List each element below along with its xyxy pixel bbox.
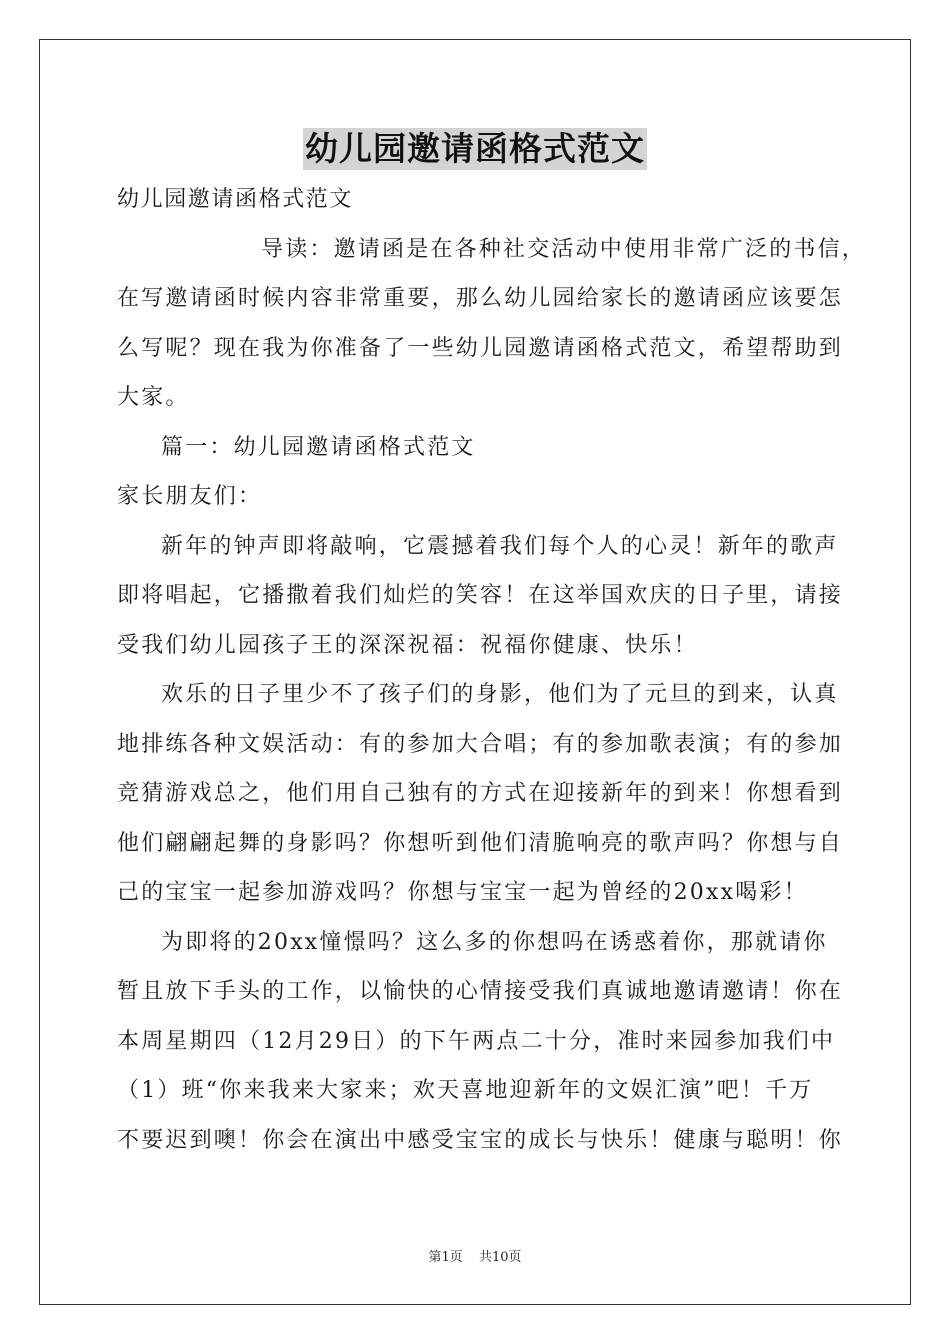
- paragraph-line: 不要迟到噢！你会在演出中感受宝宝的成长与快乐！健康与聪明！你: [117, 1127, 844, 1153]
- intro-line: 大家。: [117, 385, 190, 410]
- paragraph-line: 竞猜游戏总之，他们用自己独有的方式在迎接新年的到来！你想看到: [117, 781, 844, 806]
- section-heading: 篇一：幼儿园邀请函格式范文: [161, 434, 476, 460]
- document-title: 幼儿园邀请函格式范文: [305, 129, 645, 168]
- paragraph-line: 他们翩翩起舞的身影吗？你想听到他们清脆响亮的歌声吗？你想与自: [117, 830, 844, 856]
- paragraph-line: 地排练各种文娱活动：有的参加大合唱；有的参加歌表演；有的参加: [117, 731, 844, 757]
- salutation: 家长朋友们：: [117, 484, 263, 509]
- paragraph-line: 新年的钟声即将敲响，它震撼着我们每个人的心灵！新年的歌声: [161, 533, 839, 559]
- paragraph-line: 本周星期四（12月29日）的下午两点二十分，准时来园参加我们中: [117, 1028, 836, 1054]
- paragraph-line: 己的宝宝一起参加游戏吗？你想与宝宝一起为曾经的20xx喝彩！: [117, 880, 808, 905]
- paragraph-line: 即将唱起，它播撒着我们灿烂的笑容！在这举国欢庆的日子里，请接: [117, 583, 844, 608]
- intro-line: 在写邀请函时候内容非常重要，那么幼儿园给家长的邀请函应该要怎: [117, 286, 844, 311]
- subtitle-line: 幼儿园邀请函格式范文: [117, 187, 354, 212]
- paragraph-line: （1）班“你来我来大家来；欢天喜地迎新年的文娱汇演”吧！千万: [117, 1078, 814, 1103]
- title-container: [0, 128, 950, 170]
- intro-line: 么写呢？现在我为你准备了一些幼儿园邀请函格式范文，希望帮助到: [117, 335, 844, 361]
- paragraph-line: 受我们幼儿园孩子王的深深祝福：祝福你健康、快乐！: [117, 632, 698, 658]
- paragraph-line: 欢乐的日子里少不了孩子们的身影，他们为了元旦的到来，认真: [161, 682, 839, 707]
- intro-line: 导读：邀请函是在各种社交活动中使用非常广泛的书信，: [261, 236, 867, 262]
- document-body: [117, 175, 867, 1165]
- page-number-total: 共10页: [478, 1250, 522, 1265]
- paragraph-line: 为即将的20xx憧憬吗？这么多的你想吗在诱惑着你，那就请你: [161, 929, 828, 955]
- page-footer: [0, 1246, 950, 1265]
- page-number-current: 第1页: [428, 1250, 463, 1265]
- paragraph-line: 暂且放下手头的工作，以愉快的心情接受我们真诚地邀请邀请！你在: [117, 979, 844, 1004]
